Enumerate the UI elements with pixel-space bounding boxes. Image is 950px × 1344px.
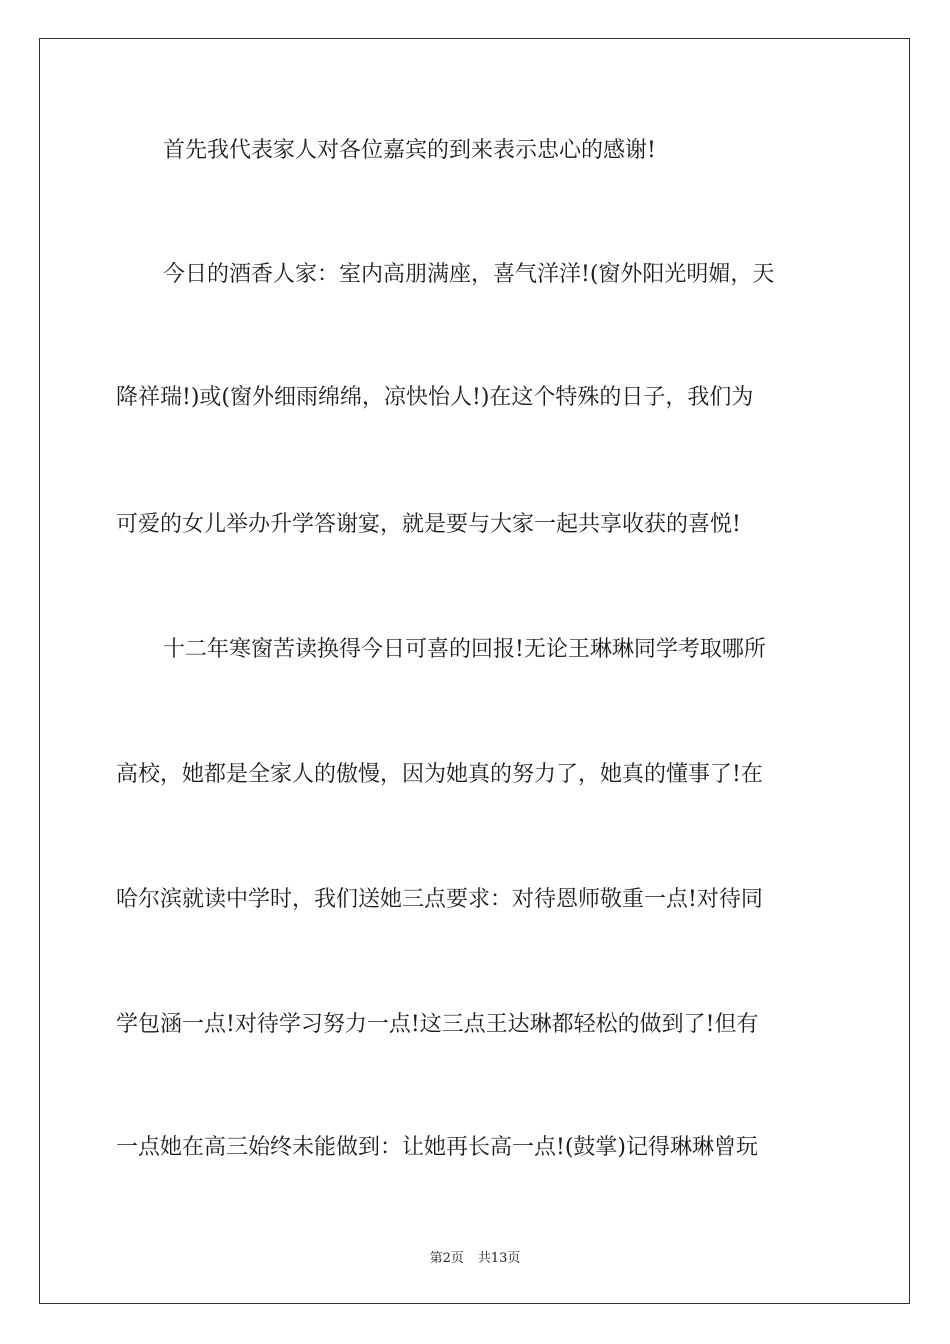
paragraph-2-line-3: 可爱的女儿举办升学答谢宴，就是要与大家一起共享收获的喜悦!	[116, 512, 741, 537]
paragraph-2-line-2: 降祥瑞!)或(窗外细雨绵绵，凉快怡人!)在这个特殊的日子，我们为	[116, 385, 754, 410]
paragraph-2-line-1: 今日的酒香人家：室内高朋满座，喜气洋洋!(窗外阳光明媚，天	[163, 262, 775, 287]
paragraph-3-line-4: 学包涵一点!对待学习努力一点!这三点王达琳都轻松的做到了!但有	[116, 1012, 759, 1037]
page-footer	[0, 1247, 950, 1266]
paragraph-3-line-5: 一点她在高三始终未能做到：让她再长高一点!(鼓掌)记得琳琳曾玩	[116, 1135, 759, 1160]
paragraph-1-line-1: 首先我代表家人对各位嘉宾的到来表示忠心的感谢!	[163, 138, 656, 163]
paragraph-3-line-2: 高校，她都是全家人的傲慢，因为她真的努力了，她真的懂事了!在	[116, 762, 763, 787]
page-total: 共13页	[477, 1251, 521, 1266]
page-number: 第2页	[429, 1251, 464, 1266]
page-border	[39, 38, 910, 1304]
paragraph-3-line-3: 哈尔滨就读中学时，我们送她三点要求：对待恩师敬重一点!对待同	[116, 887, 763, 912]
paragraph-3-line-1: 十二年寒窗苦读换得今日可喜的回报!无论王琳琳同学考取哪所	[163, 637, 766, 662]
